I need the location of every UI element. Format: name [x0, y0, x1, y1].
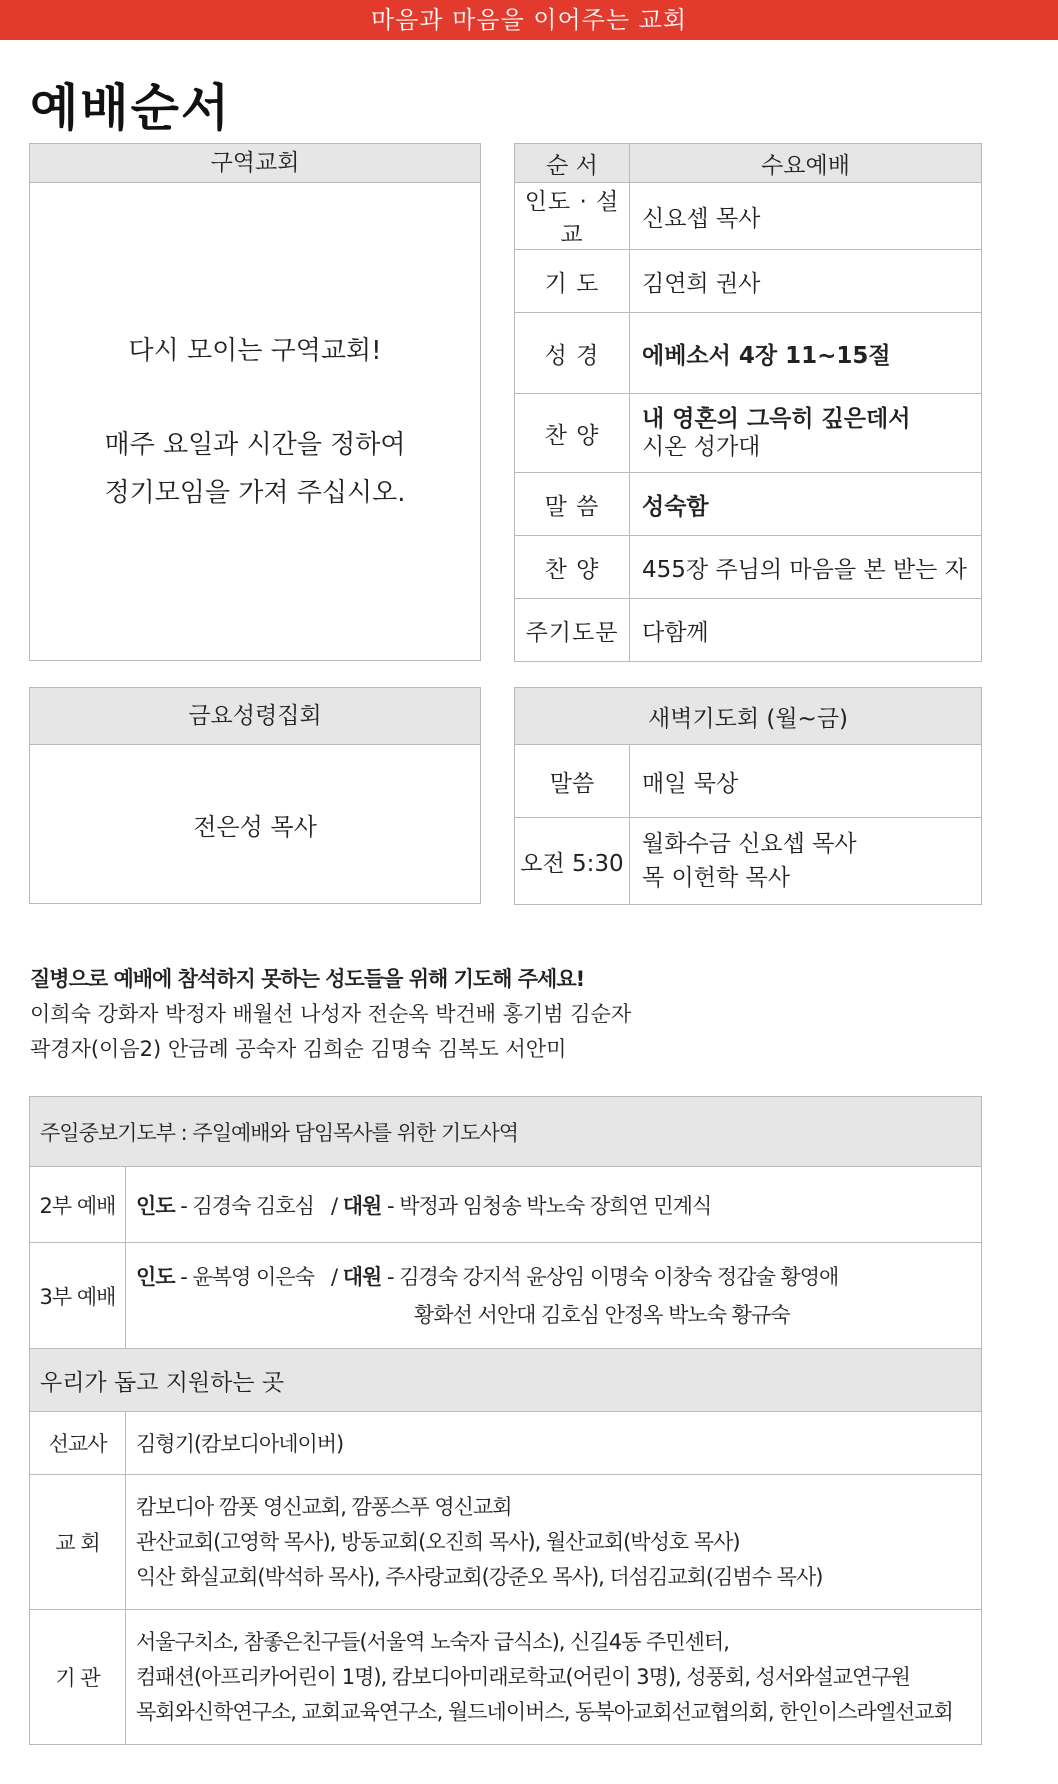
- support-value: 김형기(캄보디아네이버): [126, 1412, 982, 1475]
- prayer-names-line-2: 곽경자(이음2) 안금례 공숙자 김희순 김명숙 김복도 서안미: [30, 1037, 567, 1061]
- district-line-1: 다시 모이는 구역교회!: [128, 336, 382, 366]
- table-row: [30, 1167, 982, 1243]
- table-row: [515, 745, 982, 818]
- table-row: [515, 473, 982, 536]
- lead-key: 인도: [136, 1264, 175, 1289]
- intercession-header: 주일중보기도부 : 주일예배와 담임목사를 위한 기도사역: [30, 1097, 982, 1167]
- lead-names: - 김경숙 김호심: [180, 1193, 314, 1218]
- support-label: 기 관: [30, 1610, 126, 1745]
- friday-meeting-box: [29, 687, 481, 904]
- table-row: [515, 599, 982, 662]
- org-line: 컴패션(아프리카어린이 1명), 캄보디아미래로학교(어린이 3명), 성풍회, 성서와설교연구원: [136, 1664, 910, 1689]
- rep-names-line-2: 황화선 서안대 김호심 안정옥 박노숙 황규숙: [414, 1302, 790, 1327]
- support-value: [126, 1610, 982, 1745]
- district-church-body: [30, 183, 480, 517]
- table-row: [30, 1243, 982, 1349]
- order-col-header: 순 서: [515, 144, 630, 183]
- dawn-value: 매일 묵상: [630, 745, 982, 818]
- order-label: 찬 양: [515, 394, 630, 473]
- support-header: 우리가 돕고 지원하는 곳: [30, 1349, 982, 1412]
- friday-meeting-preacher: 전은성 목사: [193, 813, 317, 841]
- order-value: [630, 394, 982, 473]
- table-row: [515, 536, 982, 599]
- rep-key: 대원: [342, 1264, 382, 1289]
- order-value: 신요셉 목사: [630, 183, 982, 250]
- support-label: 선교사: [30, 1412, 126, 1475]
- order-label: 주기도문: [515, 599, 630, 662]
- table-row: [515, 394, 982, 473]
- rep-key: 대원: [342, 1193, 382, 1218]
- order-label: 기 도: [515, 250, 630, 313]
- page-title: 예배순서: [30, 79, 232, 137]
- table-row: [30, 1097, 982, 1167]
- service-label: 2부 예배: [30, 1167, 126, 1243]
- support-label: 교 회: [30, 1475, 126, 1610]
- friday-meeting-header: 금요성령집회: [30, 688, 480, 745]
- order-value: 성숙함: [630, 473, 982, 536]
- district-line-3: 정기모임을 가져 주십시오.: [104, 478, 406, 508]
- intercession-table: [29, 1096, 982, 1745]
- dawn-preacher-2: 목 이헌학 목사: [642, 865, 790, 891]
- district-line-2: 매주 요일과 시간을 정하여: [104, 430, 406, 460]
- service-label: 3부 예배: [30, 1243, 126, 1349]
- support-value: [126, 1475, 982, 1610]
- dawn-prayer-header: 새벽기도회 (월~금): [515, 688, 982, 745]
- hymn-title: 내 영혼의 그윽히 깊은데서: [642, 406, 911, 432]
- church-line: 익산 화실교회(박석하 목사), 주사랑교회(강준오 목사), 더섬김교회(김범수 목사): [136, 1564, 823, 1589]
- lead-key: 인도: [136, 1193, 175, 1218]
- choir-name: 시온 성가대: [642, 434, 761, 460]
- order-label: 찬 양: [515, 536, 630, 599]
- org-line: 서울구치소, 참좋은친구들(서울역 노숙자 급식소), 신길4동 주민센터,: [136, 1629, 729, 1654]
- separator: /: [330, 1264, 338, 1289]
- service-team: [126, 1243, 982, 1349]
- order-label: 성 경: [515, 313, 630, 394]
- dawn-preacher-1: 월화수금 신요셉 목사: [642, 831, 857, 857]
- church-line: 관산교회(고영학 목사), 방동교회(오진희 목사), 월산교회(박성호 목사): [136, 1529, 740, 1554]
- table-row: [515, 183, 982, 250]
- order-value: 김연희 권사: [630, 250, 982, 313]
- church-banner: 마음과 마음을 이어주는 교회: [0, 0, 1058, 40]
- table-row: [30, 1610, 982, 1745]
- district-church-header: 구역교회: [30, 144, 480, 183]
- order-value: 다함께: [630, 599, 982, 662]
- dawn-label: 말씀: [515, 745, 630, 818]
- org-line: 목회와신학연구소, 교회교육연구소, 월드네이버스, 동북아교회선교협의회, 한인이스라엘선교회: [136, 1699, 953, 1724]
- order-value: 455장 주님의 마음을 본 받는 자: [630, 536, 982, 599]
- table-row: [30, 1349, 982, 1412]
- dawn-label: 오전 5:30: [515, 818, 630, 905]
- service-team: [126, 1167, 982, 1243]
- order-label: 인도 · 설교: [515, 183, 630, 250]
- prayer-names-line-1: 이희숙 강화자 박정자 배월선 나성자 전순옥 박건배 홍기범 김순자: [30, 1002, 632, 1026]
- order-label: 말 씀: [515, 473, 630, 536]
- rep-names: - 김경숙 강지석 윤상임 이명숙 이창숙 정갑술 황영애: [386, 1264, 839, 1289]
- order-value: 에베소서 4장 11~15절: [630, 313, 982, 394]
- wednesday-service-header: 수요예배: [630, 144, 982, 183]
- lead-names: - 윤복영 이은숙: [180, 1264, 314, 1289]
- rep-names: - 박정과 임청송 박노숙 장희연 민계식: [386, 1193, 712, 1218]
- table-row: [515, 818, 982, 905]
- separator: /: [330, 1193, 338, 1218]
- worship-order-table: [514, 143, 982, 662]
- table-row: [515, 313, 982, 394]
- dawn-prayer-table: [514, 687, 982, 905]
- church-line: 캄보디아 깜폿 영신교회, 깜퐁스푸 영신교회: [136, 1494, 512, 1519]
- table-row: [30, 1412, 982, 1475]
- table-row: [30, 1475, 982, 1610]
- dawn-value: [630, 818, 982, 905]
- prayer-request-title: 질병으로 예배에 참석하지 못하는 성도들을 위해 기도해 주세요!: [30, 967, 585, 991]
- prayer-request: [30, 962, 631, 1067]
- table-row: [515, 250, 982, 313]
- district-church-box: [29, 143, 481, 661]
